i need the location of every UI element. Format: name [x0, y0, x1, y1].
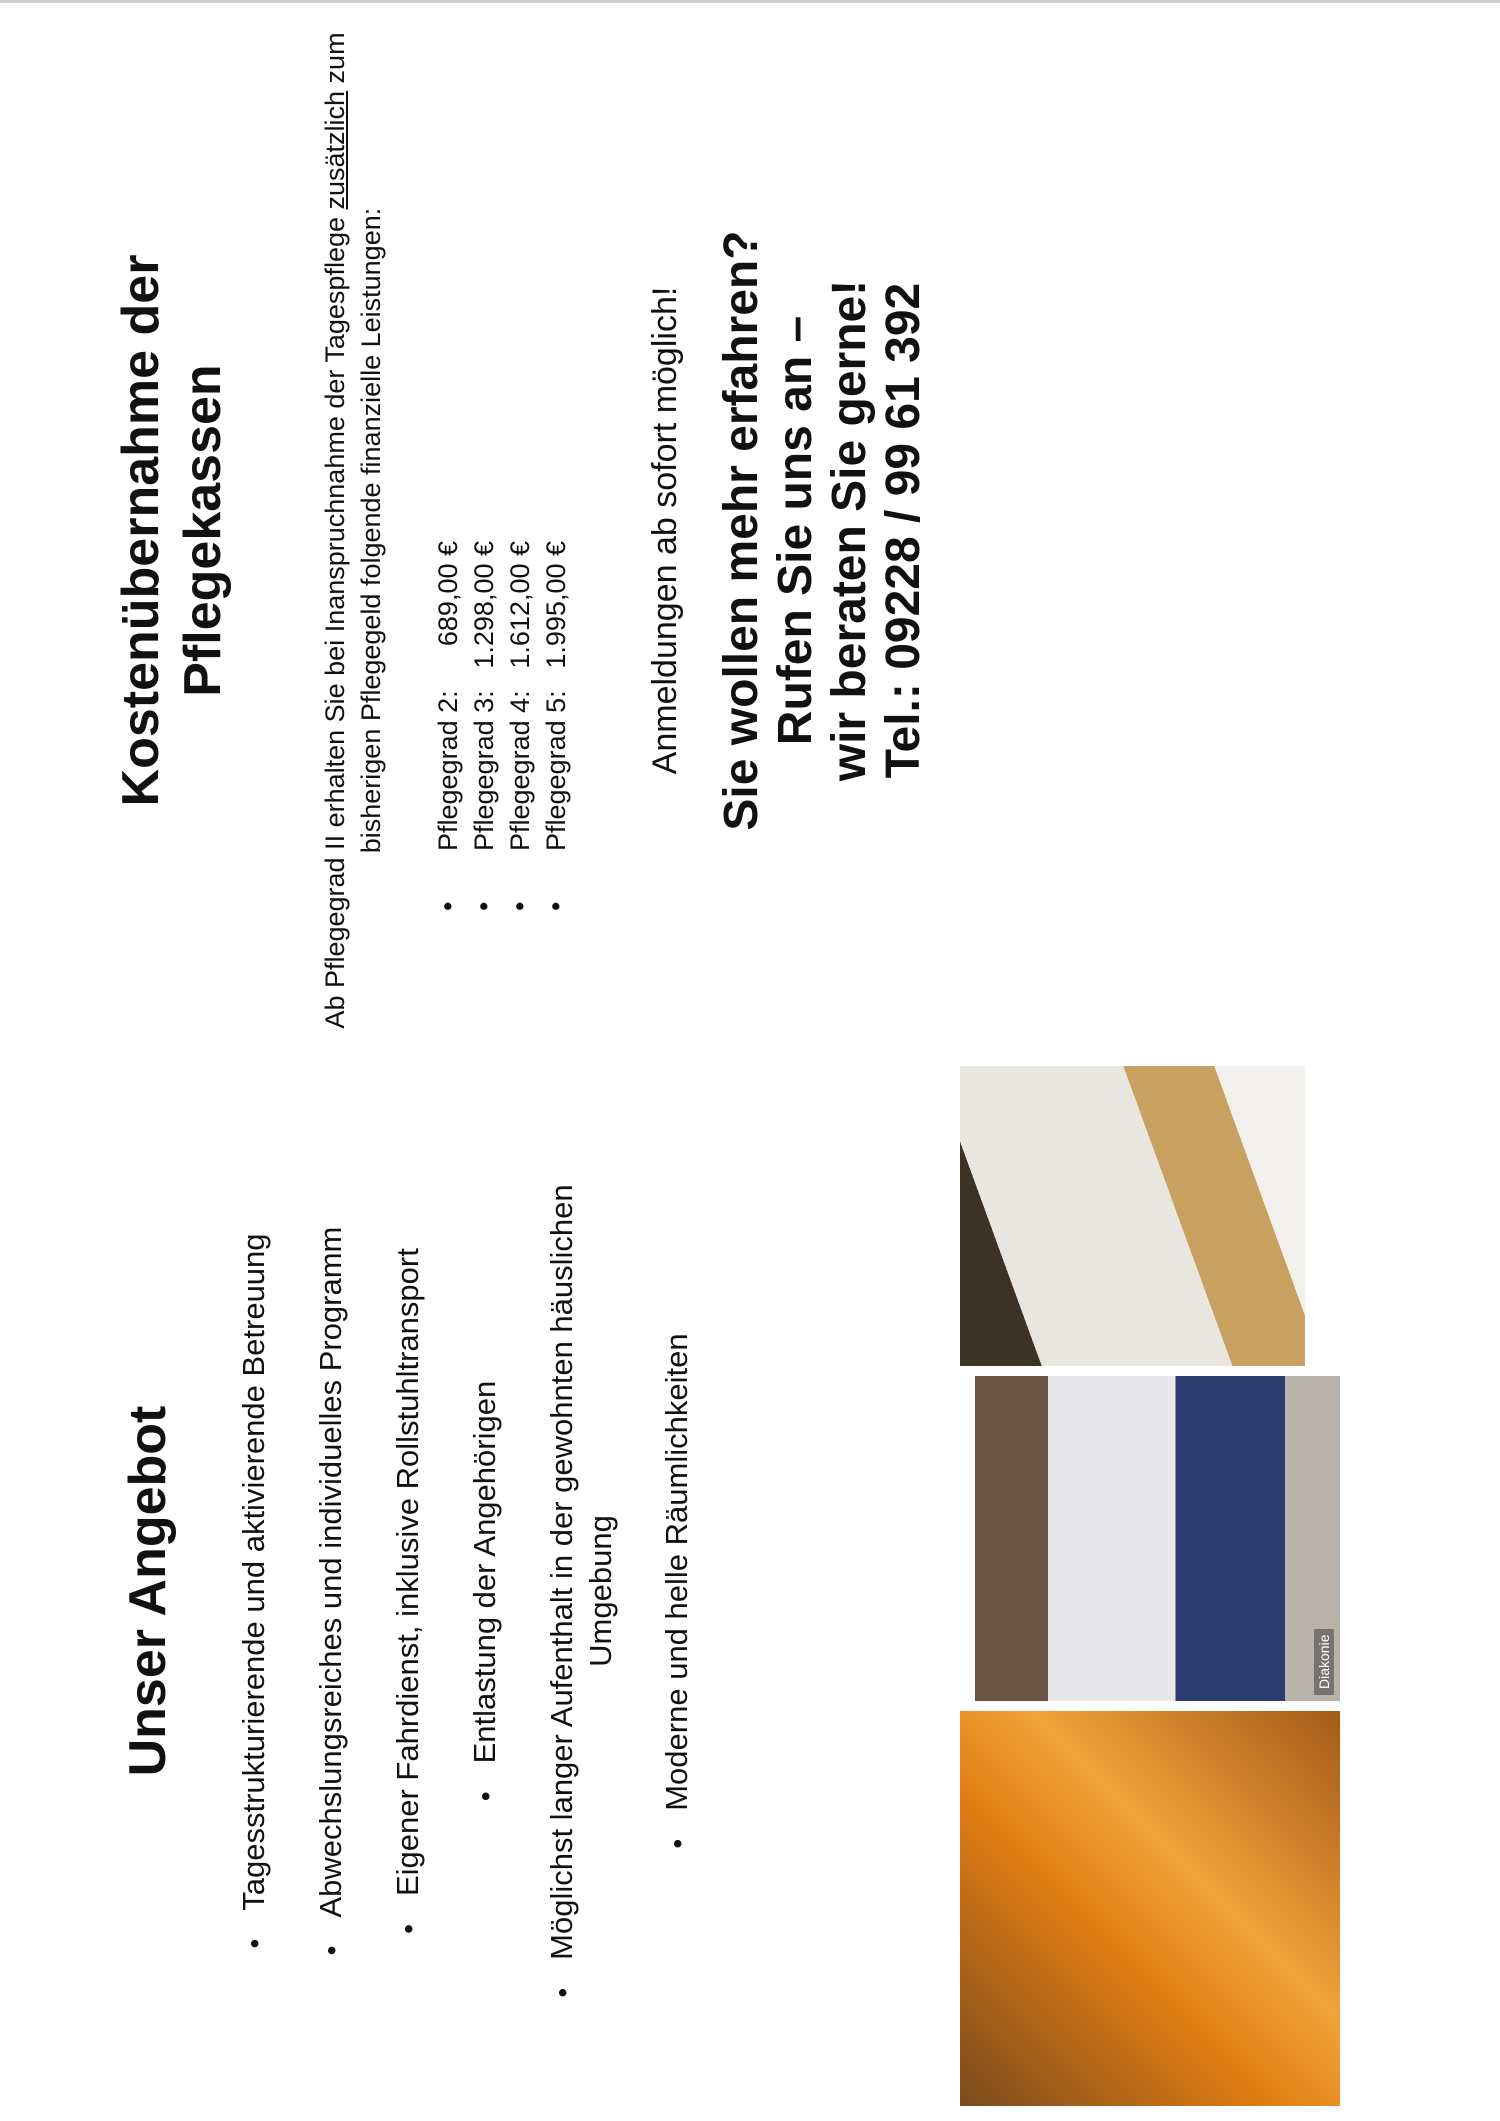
bullet-icon: •: [541, 901, 571, 911]
bullet-icon: •: [316, 1945, 347, 1956]
care-grade-row: • Pflegegrad 5: 1.995,00 €: [538, 541, 574, 911]
offer-item: •Moderne und helle Räumlichkeiten: [658, 1061, 697, 2121]
offer-item: •Entlastung der Angehörigen: [466, 1061, 505, 2121]
bullet-icon: •: [505, 901, 535, 911]
bullet-icon: •: [547, 1987, 578, 1998]
dining-room-photo: [960, 1066, 1305, 1366]
offer-list: [235, 1061, 735, 2121]
bullet-icon: •: [469, 901, 499, 911]
contact-callout: [715, 0, 931, 1061]
cta-advice: wir beraten Sie gerne!: [823, 279, 876, 782]
offer-item: •Möglichst langer Aufenthalt in der gewohnten häuslichen Umgebung: [544, 1184, 618, 1998]
cta-call: Rufen Sie uns an –: [769, 315, 822, 746]
bullet-icon: •: [433, 901, 463, 911]
lounge-armchairs-photo: [960, 1711, 1340, 2106]
care-grade-row: • Pflegegrad 4: 1.612,00 €: [502, 541, 538, 911]
van-logo: Diakonie: [1314, 1629, 1334, 1695]
offer-item: •Abwechslungsreiches und individuelles Programm: [312, 1061, 351, 2121]
care-grade-row: • Pflegegrad 3: 1.298,00 €: [466, 541, 502, 911]
bullet-icon: •: [393, 1924, 424, 1934]
care-grade-list: [430, 541, 574, 911]
phone-number: Tel.: 09228 / 99 61 392: [877, 282, 930, 779]
care-grade-row: • Pflegegrad 2: 689,00 €: [430, 541, 466, 911]
offer-panel: [0, 1061, 1500, 2121]
cost-intro: Ab Pflegegrad II erhalten Sie bei Inanspruchnahme der Tagespflege zusätzlich zum bisherigen Pflegegeld folgende finanzielle Leistungen:: [320, 32, 386, 1029]
signup-note: Anmeldungen ab sofort möglich!: [646, 286, 684, 775]
transport-van-photo: [975, 1376, 1340, 1701]
offer-item: •Tagesstrukturierende und aktivierende Betreuung: [235, 1061, 274, 2121]
bullet-icon: •: [239, 1938, 270, 1949]
offer-title: Unser Angebot: [119, 1405, 177, 1777]
photo-strip: [960, 1061, 1350, 2121]
bullet-icon: •: [470, 1791, 501, 1802]
cta-question: Sie wollen mehr erfahren?: [715, 230, 768, 831]
bullet-icon: •: [662, 1838, 693, 1849]
offer-item: •Eigener Fahrdienst, inklusive Rollstuhltransport: [389, 1061, 428, 2121]
cost-title: Kostenübernahme der Pflegekassen: [112, 254, 232, 807]
